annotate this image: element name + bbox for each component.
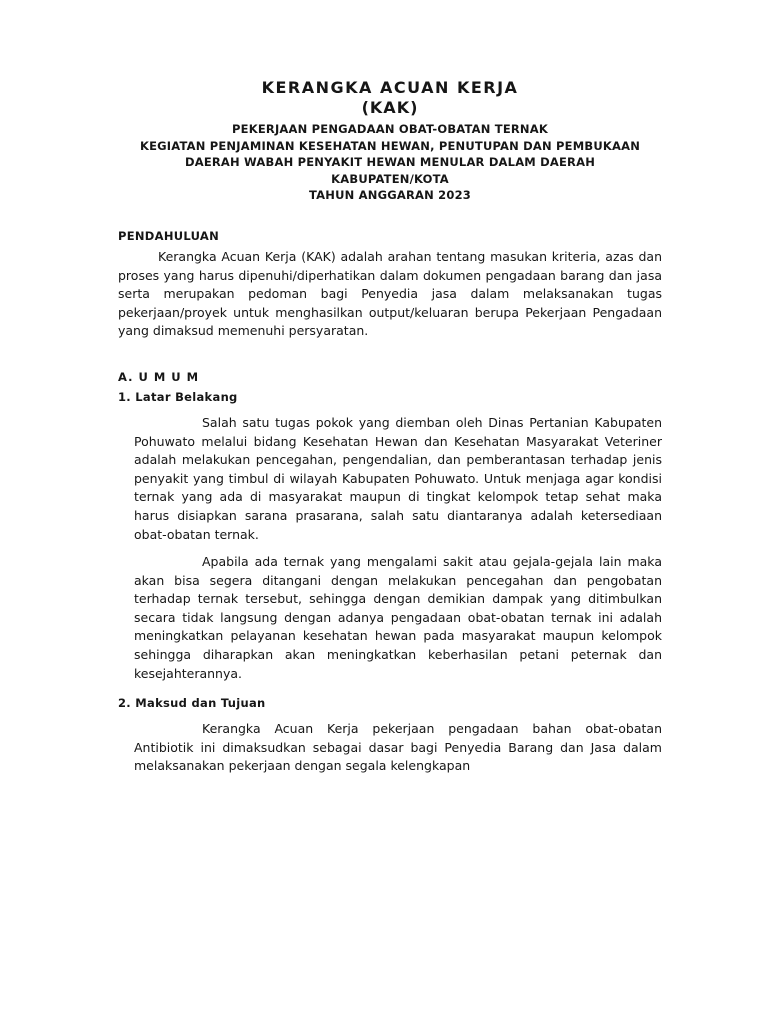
document-header (90, 78, 690, 204)
header-line-4: KABUPATEN/KOTA (331, 171, 449, 186)
pendahuluan-paragraph: Kerangka Acuan Kerja (KAK) adalah arahan tentang masukan kriteria, azas dan proses yang harus dipenuhi/diperhatikan dalam dokumen pengadaan barang dan jasa serta merupakan pedoman bagi Penyedia jasa dalam melaksanakan tugas pekerjaan/proyek untuk menghasilkan output/keluaran berupa Pekerjaan Pengadaan yang dimaksud memenuhi persyaratan. (118, 249, 662, 339)
pendahuluan-heading: PENDAHULUAN (118, 229, 220, 243)
latar-belakang-paragraph-2: Apabila ada ternak yang mengalami sakit atau gejala-gejala lain maka akan bisa segera ditangani dengan melakukan pencegahan dan pengobatan terhadap ternak tersebut, sehingga dengan demikian dampak yang ditimbulkan secara tidak langsung dengan adanya pengadaan obat-obatan ternak ini adalah meningkatkan pelayanan kesehatan hewan pada masyarakat maupun kelompok sehingga diharapkan akan meningkatkan keberhasilan petani peternak dan kesejahterannya. (134, 554, 662, 681)
document-subtitle: (KAK) (361, 98, 419, 117)
header-line-2: KEGIATAN PENJAMINAN KESEHATAN HEWAN, PENUTUPAN DAN PEMBUKAAN (139, 138, 641, 153)
header-line-3: DAERAH WABAH PENYAKIT HEWAN MENULAR DALAM DAERAH (184, 155, 596, 169)
umum-heading: A. U M U M (118, 370, 200, 384)
header-line-5: TAHUN ANGGARAN 2023 (309, 188, 471, 202)
document-title: KERANGKA ACUAN KERJA (261, 78, 519, 97)
latar-belakang-heading: 1. Latar Belakang (118, 390, 238, 404)
maksud-tujuan-heading: 2. Maksud dan Tujuan (118, 696, 266, 710)
header-line-1: PEKERJAAN PENGADAAN OBAT-OBATAN TERNAK (232, 122, 548, 136)
latar-belakang-paragraph-1: Salah satu tugas pokok yang diemban oleh Dinas Pertanian Kabupaten Pohuwato melalui bidang Kesehatan Hewan dan Kesehatan Masyarakat Veteriner adalah melakukan pencegahan, pengendalian, dan pemberantasan terhadap jenis penyakit yang timbul di wilayah Kabupaten Pohuwato. Untuk menjaga agar kondisi ternak yang ada di masyarakat maupun di tingkat kelompok tetap sehat maka harus disiapkan sarana prasarana, salah satu diantaranya adalah ketersediaan obat-obatan ternak. (134, 415, 662, 542)
maksud-tujuan-paragraph: Kerangka Acuan Kerja pekerjaan pengadaan bahan obat-obatan Antibiotik ini dimaksudkan sebagai dasar bagi Penyedia Barang dan Jasa dalam melaksanakan pekerjaan dengan segala kelengkapan (134, 721, 662, 774)
